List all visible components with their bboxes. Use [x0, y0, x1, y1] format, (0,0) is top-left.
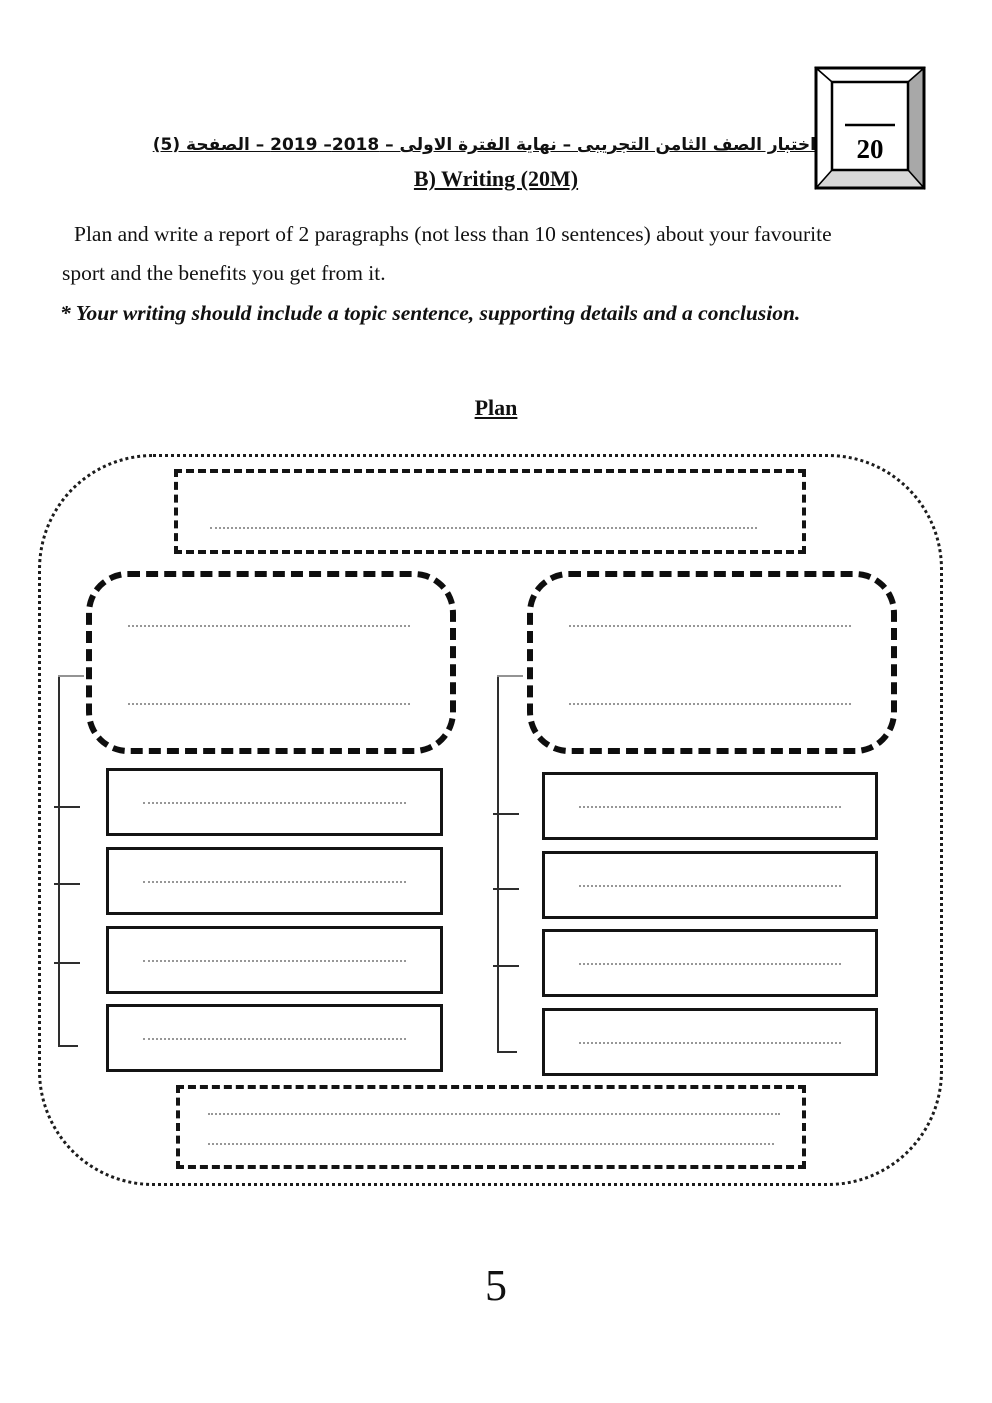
page-number: 5 — [485, 1261, 507, 1310]
plan-detail-box — [542, 1008, 878, 1076]
score-frame — [814, 66, 926, 195]
plan-detail-box — [106, 768, 443, 836]
write-line — [143, 960, 406, 962]
section-title-text: B) Writing (20M) — [413, 166, 579, 191]
left-bracket-tick — [54, 806, 80, 808]
task-instruction-line-1: Plan and write a report of 2 paragraphs (not less than 10 sentences) about your favourite — [74, 222, 832, 246]
write-line — [569, 625, 851, 627]
write-line — [208, 1113, 780, 1115]
left-bracket-tick — [58, 675, 84, 677]
write-line — [579, 806, 841, 808]
frame-bevel-bottom — [816, 170, 924, 188]
write-line — [128, 625, 410, 627]
write-line — [579, 885, 841, 887]
plan-heading-text: Plan — [474, 395, 518, 420]
write-line — [579, 1042, 841, 1044]
left-bracket-tick — [54, 883, 80, 885]
write-line — [579, 963, 841, 965]
frame-bevel-right — [908, 68, 924, 188]
right-bracket-tick — [493, 813, 519, 815]
plan-heading — [0, 395, 992, 421]
right-bracket-tick — [493, 888, 519, 890]
task-instruction-line-2: sport and the benefits you get from it. — [62, 261, 386, 285]
total-marks-value: 20 — [856, 134, 884, 164]
write-line — [143, 802, 406, 804]
plan-detail-box — [106, 847, 443, 915]
write-line — [210, 527, 757, 529]
plan-paragraph-1-box — [86, 571, 456, 754]
score-frame-graphic — [814, 66, 926, 190]
frame-bevel-top — [816, 68, 924, 82]
right-bracket-tick — [497, 675, 523, 677]
plan-paragraph-2-box — [527, 571, 897, 754]
write-line — [128, 703, 410, 705]
write-line — [143, 1038, 406, 1040]
plan-detail-box — [106, 926, 443, 994]
plan-detail-box — [542, 772, 878, 840]
write-line — [208, 1143, 774, 1145]
frame-bevel-left — [816, 68, 832, 188]
left-bracket-line — [58, 676, 60, 1047]
right-bracket-tick — [497, 1051, 517, 1053]
write-line — [569, 703, 851, 705]
right-bracket-tick — [493, 965, 519, 967]
task-note: * Your writing should include a topic sentence, supporting details and a conclusion. — [60, 301, 801, 325]
plan-topic-sentence-box — [174, 469, 806, 554]
left-bracket-tick — [58, 1045, 78, 1047]
left-bracket-tick — [54, 962, 80, 964]
plan-conclusion-box — [176, 1085, 806, 1169]
plan-detail-box — [542, 929, 878, 997]
exam-arabic-header: اختبار الصف الثامن التجريبى – نهاية الفترة الاولى – 2018– 2019 – الصفحة (5) — [152, 135, 816, 155]
right-bracket-line — [497, 676, 499, 1053]
write-line — [143, 881, 406, 883]
plan-detail-box — [106, 1004, 443, 1072]
plan-detail-box — [542, 851, 878, 919]
